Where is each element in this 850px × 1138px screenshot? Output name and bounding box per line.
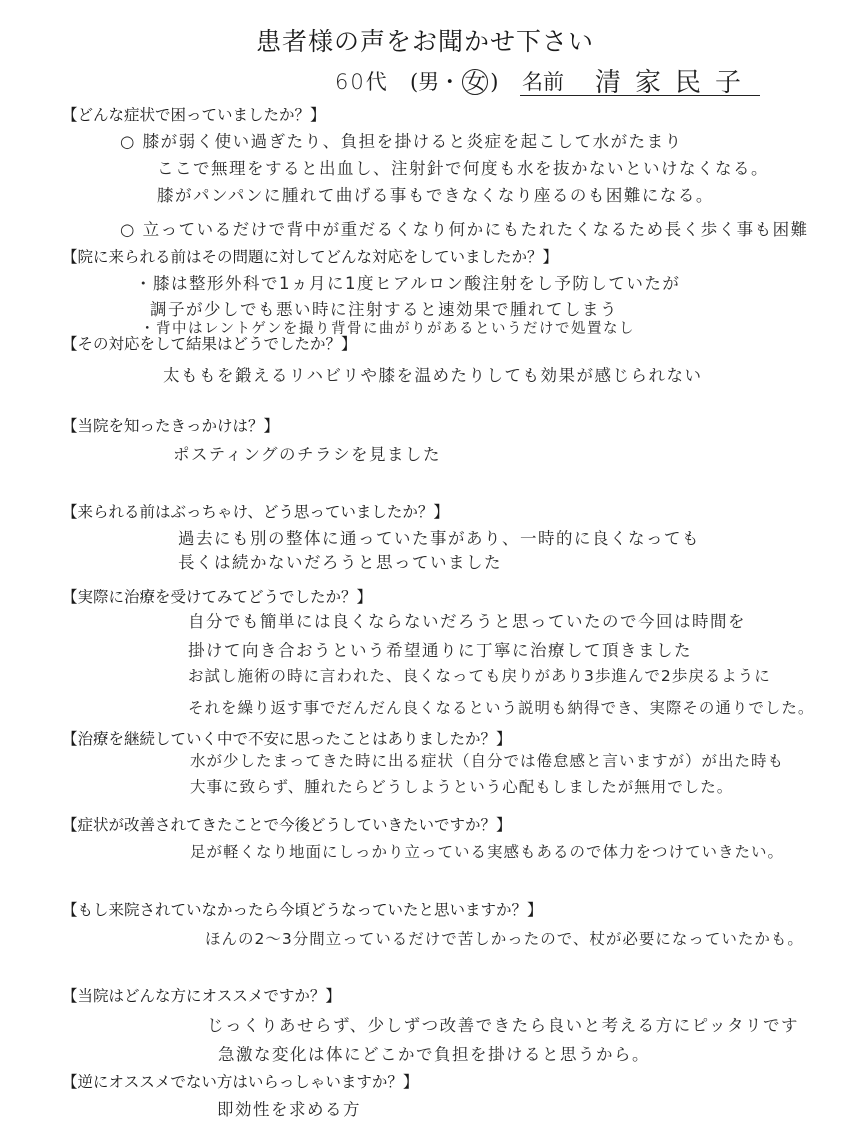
answer-line: じっくりあせらず、少しずつ改善できたら良いと考える方にピッタリです [207, 1016, 800, 1035]
answer-line: 急激な変化は体にどこかで負担を掛けると思うから。 [218, 1045, 650, 1064]
question-how-found: 【当院を知ったきっかけは？】 [62, 417, 280, 435]
sex-options-close: ) [490, 70, 499, 94]
question-symptoms: 【どんな症状で困っていましたか？】 [62, 106, 326, 124]
answer-line: ほんの2～3分間立っているだけで苦しかったので、杖が必要になっていたかも。 [205, 930, 804, 948]
sex-field [410, 66, 498, 96]
question-concerns: 【治療を継続していく中で不安に思ったことはありましたか？】 [62, 730, 512, 748]
answer-line: 掛けて向き合おうという希望通りに丁寧に治療して頂きました [188, 641, 692, 660]
answer-line: ・膝は整形外科で1ヵ月に1度ヒアルロン酸注射をし予防していたが [135, 274, 681, 293]
question-prior-response: 【院に来られる前はその問題に対してどんな対応をしていましたか？】 [62, 248, 559, 266]
answer-line: 自分でも簡単には良くならないだろうと思っていたので今回は時間を [188, 612, 746, 631]
question-recommend-for: 【当院はどんな方にオススメですか？】 [62, 987, 341, 1005]
name-underline [520, 95, 760, 96]
answer-line: ○ 膝が弱く使い過ぎたり、負担を掛けると炎症を起こして水がたまり [120, 132, 683, 151]
answer-line: ここで無理をすると出血し、注射針で何度も水を抜かないといけなくなる。 [157, 159, 769, 178]
answer-line: 過去にも別の整体に通っていた事があり、一時的に良くなっても [178, 529, 700, 548]
answer-line: 長くは続かないだろうと思っていました [178, 553, 502, 572]
sex-options-open: (男・ [410, 70, 461, 94]
question-without-visit: 【もし来院されていなかったら今頃どうなっていたと思いますか？】 [62, 901, 543, 919]
answer-line: 膝がパンパンに腫れて曲げる事もできなくなり座るのも困難になる。 [157, 186, 714, 205]
page-title: 患者様の声をお聞かせ下さい [255, 27, 594, 56]
sex-selected-circle: 女 [462, 69, 488, 95]
name-value: 清家民子 [595, 68, 756, 98]
question-not-recommend: 【逆にオススメでない方はいらっしゃいますか？】 [62, 1073, 419, 1091]
age-value: 60代 [335, 70, 389, 94]
answer-line: 太ももを鍛えるリハビリや膝を温めたりしても効果が感じられない [163, 366, 703, 385]
question-prior-result: 【その対応をして結果はどうでしたか？】 [62, 335, 357, 353]
name-label: 名前 [522, 70, 564, 94]
answer-line: ポスティングのチラシを見ました [173, 445, 442, 464]
question-experience: 【実際に治療を受けてみてどうでしたか？】 [62, 588, 373, 606]
answer-line: ・背中はレントゲンを撮り背骨に曲がりがあるというだけで処置なし [140, 321, 636, 337]
answer-line: 水が少したまってきた時に出る症状（自分では倦怠感と言いますが）が出た時も [190, 752, 785, 770]
answer-line: ○ 立っているだけで背中が重だるくなり何かにもたれたくなるため長く歩く事も困難 [120, 220, 809, 239]
question-future: 【症状が改善されてきたことで今後どうしていきたいですか？】 [62, 816, 512, 834]
answer-line: お試し施術の時に言われた、良くなっても戻りがあり3歩進んで2歩戻るように [188, 667, 771, 685]
answer-line: 大事に致らず、腫れたらどうしようという心配もしましたが無用でした。 [190, 778, 734, 796]
question-expectations: 【来られる前はぶっちゃけ、どう思っていましたか？】 [62, 503, 449, 521]
answer-line: 即効性を求める方 [217, 1100, 361, 1119]
answer-line: それを繰り返す事でだんだん良くなるという説明も納得でき、実際その通りでした。 [188, 699, 815, 717]
answer-line: 調子が少しでも悪い時に注射すると速効果で腫れてしまう [150, 300, 618, 319]
answer-line: 足が軽くなり地面にしっかり立っている実感もあるので体力をつけていきたい。 [190, 843, 785, 861]
